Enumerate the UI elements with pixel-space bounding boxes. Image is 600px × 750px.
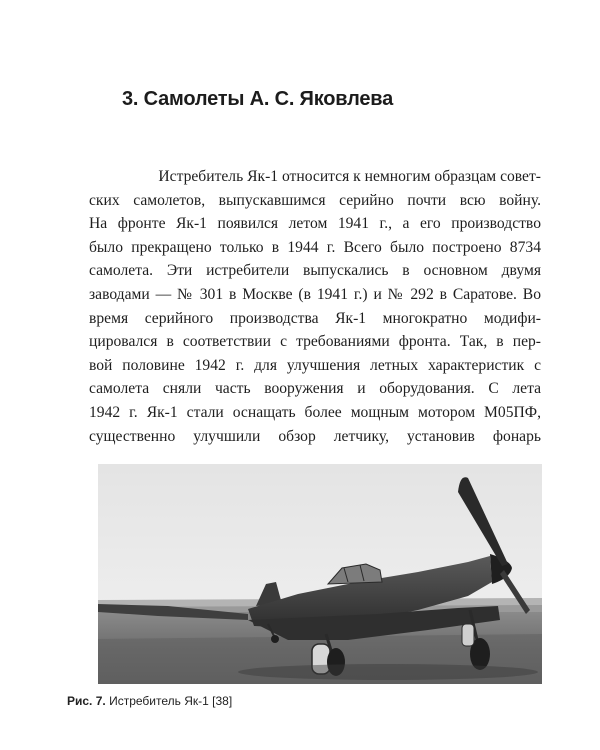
paragraph-line: цировался в соответствии с требованиями фронта. Так, в пер-: [89, 333, 541, 351]
paragraph-line: 1942 г. Як-1 стали оснащать более мощным мотором М05ПФ,: [89, 403, 541, 421]
paragraph-line: заводами — № 301 в Москве (в 1941 г.) и № 292 в Саратове. Во: [89, 285, 541, 303]
paragraph-line: ских самолетов, выпускавшимся серийно почти всю войну.: [89, 191, 541, 209]
figure-label: Рис. 7.: [67, 694, 106, 708]
paragraph-line: На фронте Як-1 появился летом 1941 г., а его производство: [89, 215, 541, 233]
paragraph-line: самолета сняли часть вооружения и оборудования. С лета: [89, 380, 541, 398]
section-heading: 3. Самолеты А. С. Яковлева: [122, 88, 394, 110]
paragraph-line: самолета. Эти истребители выпускались в основном двумя: [89, 262, 541, 280]
figure-caption: [67, 694, 232, 708]
figure-text: Истребитель Як-1 [38]: [109, 694, 233, 708]
body-paragraph: [89, 165, 541, 448]
paragraph-line: время серийного производства Як-1 многократно модифи-: [89, 309, 541, 327]
paragraph-line: Истребитель Як-1 относится к немногим образцам совет-: [158, 168, 541, 185]
paragraph-line: вой половине 1942 г. для улучшения летных характеристик с: [89, 356, 541, 374]
paragraph-line: было прекращено только в 1944 г. Всего было построено 8734: [89, 238, 541, 256]
aircraft-photo: [98, 464, 542, 684]
paragraph-line: существенно улучшили обзор летчику, установив фонарь: [89, 427, 541, 445]
